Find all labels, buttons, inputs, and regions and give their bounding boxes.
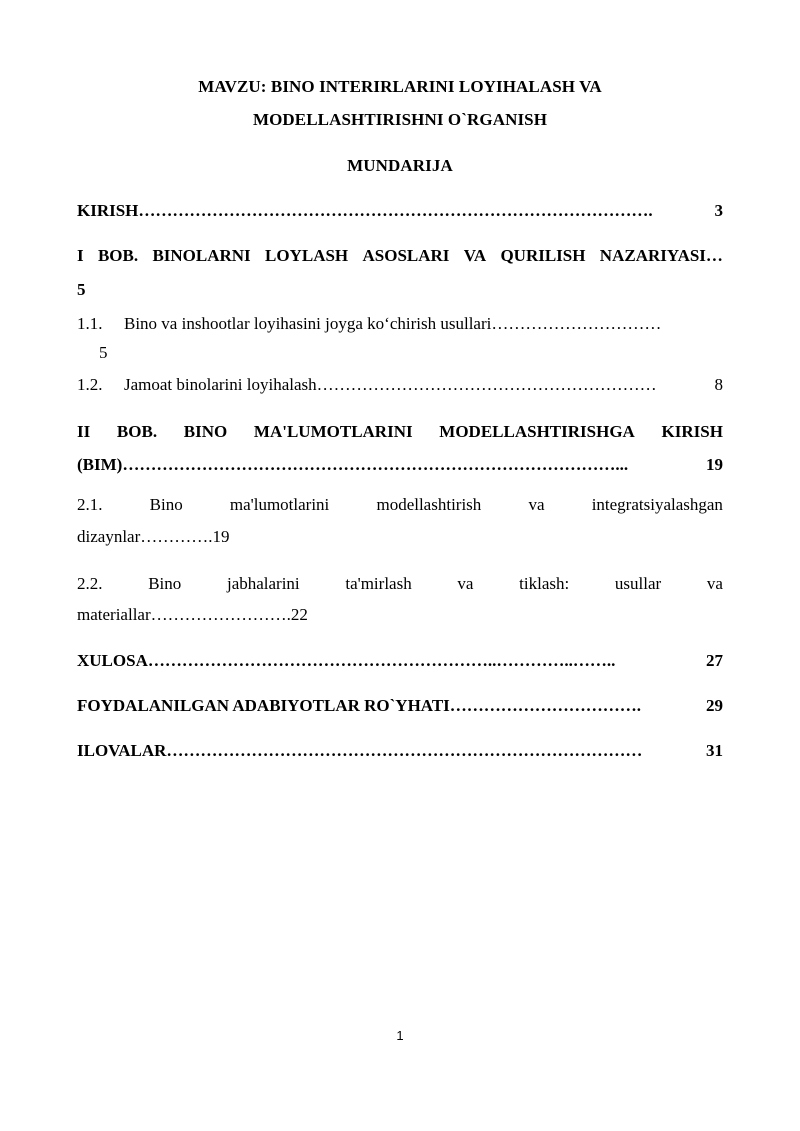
toc-word: NAZARIYASI…	[599, 246, 723, 265]
page-number: 1	[396, 1028, 404, 1043]
toc-word: ma'lumotlarini	[229, 495, 330, 514]
title-line-1: MAVZU: BINO INTERIRLARINI LOYIHALASH VA	[198, 77, 602, 96]
toc-word: Bino	[148, 574, 182, 593]
toc-entry-2-1-cont: dizaynlar………….19	[77, 527, 230, 546]
toc-page-number: 29	[706, 696, 723, 715]
toc-word: va	[528, 495, 545, 514]
toc-entry-text: (BIM)……………………………………………………………………………...	[77, 455, 629, 474]
toc-entry-kirish	[77, 201, 723, 221]
toc-page-number-1-1: 5	[99, 343, 108, 362]
toc-entry-text: ILOVALAR…………………………………………………………………………	[77, 741, 643, 760]
toc-page-number: 31	[706, 741, 723, 760]
toc-page-number: 8	[714, 375, 723, 394]
toc-entry-bob2-cont	[77, 455, 723, 475]
toc-section-number: 1.1.	[77, 314, 103, 333]
toc-word: KIRISH	[661, 422, 723, 441]
toc-word: integratsiyalashgan	[591, 495, 723, 514]
toc-word: modellashtirish	[376, 495, 482, 514]
toc-word: va	[457, 574, 474, 593]
toc-word: MODELLASHTIRISHGA	[439, 422, 635, 441]
contents-heading: MUNDARIJA	[347, 156, 453, 175]
toc-word: MA'LUMOTLARINI	[253, 422, 413, 441]
toc-entry-2-1	[77, 495, 723, 515]
toc-entry-bob2	[77, 422, 723, 442]
toc-entry-adabiyotlar	[77, 696, 723, 716]
toc-word: QURILISH	[500, 246, 586, 265]
toc-word: I	[77, 246, 84, 265]
toc-word: BINOLARNI	[152, 246, 251, 265]
toc-word: BOB.	[97, 246, 139, 265]
toc-entry-text: KIRISH……………………………………………………………………………….	[77, 201, 653, 220]
toc-entry-ilovalar	[77, 741, 723, 761]
title-line-2: MODELLASHTIRISHNI O`RGANISH	[252, 110, 548, 129]
toc-word: II	[77, 422, 91, 441]
toc-entry-text: FOYDALANILGAN ADABIYOTLAR RO`YHATI…………………………….	[77, 696, 642, 715]
toc-entry-2-2	[77, 574, 723, 594]
toc-word: VA	[463, 246, 487, 265]
toc-section-number: 1.2.	[77, 375, 103, 394]
toc-word: tiklash:	[519, 574, 570, 593]
toc-word: ASOSLARI	[362, 246, 450, 265]
toc-entry-xulosa	[77, 651, 723, 671]
toc-word: BINO	[183, 422, 228, 441]
toc-word: jabhalarini	[226, 574, 300, 593]
toc-entry-text: XULOSA……………………………………………………..…………..……..	[77, 651, 616, 670]
toc-entry-1-1	[77, 314, 723, 334]
toc-section-number: 2.2.	[77, 574, 103, 593]
toc-word: va	[706, 574, 723, 593]
toc-entry-text: Jamoat binolarini loyihalash……………………………………………………	[124, 375, 657, 394]
toc-word: LOYLASH	[265, 246, 349, 265]
toc-word: Bino	[149, 495, 183, 514]
toc-page-number: 3	[714, 201, 723, 220]
toc-entry-bob1	[77, 246, 723, 266]
toc-page-number: 19	[706, 455, 723, 474]
toc-word: BOB.	[116, 422, 158, 441]
toc-page-number-bob1: 5	[77, 280, 86, 299]
toc-entry-2-2-cont: materiallar…………………….22	[77, 605, 308, 624]
toc-word: usullar	[614, 574, 662, 593]
toc-word: ta'mirlash	[345, 574, 412, 593]
toc-page-number: 27	[706, 651, 723, 670]
toc-entry-text: Bino va inshootlar loyihasini joyga ko‘chirish usullari…………………………	[124, 314, 662, 333]
toc-entry-1-2	[77, 375, 723, 395]
toc-section-number: 2.1.	[77, 495, 103, 514]
